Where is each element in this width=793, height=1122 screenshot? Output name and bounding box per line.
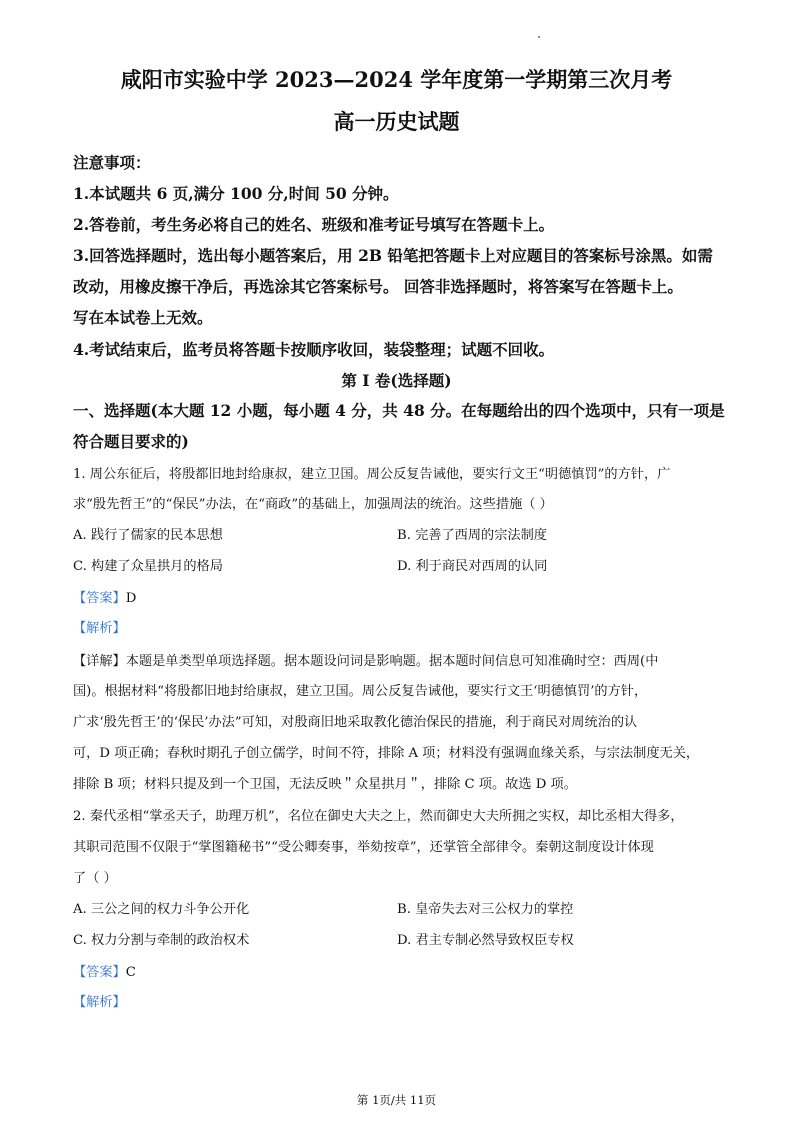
q2-option-b: B. 皇帝失去对三公权力的掌控 [397,902,574,917]
q1-detail-line-1: 【详解】本题是单类型单项选择题。据本题设问词是影响题。据本题时间信息可知准确时空：西周(中 [73,654,659,669]
notice-item-3-end: 写在本试卷上无效。 [73,308,213,327]
notice-item-3-cont: 改动，用橡皮擦干净后，再选涂其它答案标号。 回答非选择题时，将答案写在答题卡上。 [73,277,683,296]
page-title: 咸阳市实验中学 2023—2024 学年度第一学期第三次月考 [120,67,673,92]
analysis-tag: 【解析】 [73,621,126,636]
q1-detail-line-5: 排除 B 项；材料只提及到一个卫国，无法反映＂众星拱月＂，排除 C 项。故选 D 项。 [73,777,577,792]
q1-analysis [73,617,126,636]
notice-item-3: 3.回答选择题时，选出每小题答案后，用 2B 铅笔把答题卡上对应题目的答案标号涂黑。如需 [73,246,713,265]
q2-option-c: C. 权力分割与牵制的政治权术 [73,933,250,948]
notice-item-1: 1.本试题共 6 页,满分 100 分,时间 50 分钟。 [73,184,399,203]
q1-stem-line-1: 1. 周公东征后，将殷都旧地封给康叔，建立卫国。周公反复告诫他，要实行文王“明德慎罚”的方针，广 [73,467,671,482]
analysis-tag: 【解析】 [73,995,126,1010]
q2-stem-line-3: 了（ ） [73,871,117,886]
part1-heading-cont: 符合题目要求的) [73,432,189,451]
notice-heading: 注意事项： [73,153,151,172]
q1-option-b: B. 完善了西周的宗法制度 [397,528,547,543]
part1-heading: 一、选择题(本大题 12 小题，每小题 4 分，共 48 分。在每题给出的四个选项中，只有一项是 [73,401,725,420]
notice-item-2: 2.答卷前，考生务必将自己的姓名、班级和准考证号填写在答题卡上。 [73,215,555,234]
q2-answer [73,961,136,980]
q1-option-c: C. 构建了众星拱月的格局 [73,559,223,574]
q1-answer-value: D [125,591,137,606]
q1-detail-line-4: 可，D 项正确；春秋时期孔子创立儒学，时间不符，排除 A 项；材料没有强调血缘关系，与宗法制度无关， [73,746,700,761]
q2-option-a: A. 三公之间的权力斗争公开化 [73,902,250,917]
section-title: 第 Ⅰ 卷(选择题) [341,371,452,390]
q1-detail-line-2: 国)。根据材料“将殷都旧地封给康叔，建立卫国。周公反复告诫他，要实行文王‘明德慎罚’的方针， [73,684,648,699]
scan-speck [538,36,540,38]
page-subtitle: 高一历史试题 [333,109,460,134]
q2-stem-line-1: 2. 秦代丞相“掌丞天子，助理万机”，名位在御史大夫之上，然而御史大夫所拥之实权，却比丞相大得多， [73,809,684,824]
q2-option-d: D. 君主专制必然导致权臣专权 [397,933,574,948]
q1-option-d: D. 利于商民对西周的认同 [397,559,548,574]
answer-tag: 【答案】 [73,591,126,606]
q1-stem-line-2: 求“殷先哲王”的“保民”办法，在“商政”的基础上，加强周法的统治。这些措施（ ） [73,497,553,512]
q2-answer-value: C [125,965,136,980]
q1-detail-line-3: 广求‘殷先哲王’的‘保民’办法”可知，对殷商旧地采取教化德治保民的措施，利于商民对周统治的认 [73,715,638,730]
answer-tag: 【答案】 [73,965,126,980]
q2-analysis [73,991,126,1010]
notice-item-4: 4.考试结束后，监考员将答题卡按顺序收回，装袋整理；试题不回收。 [73,340,555,359]
page-footer: 第 1页/共 11页 [356,1093,437,1107]
q2-stem-line-2: 其职司范围不仅限于“掌图籍秘书”“受公卿奏事，举劾按章”，还掌管全部律令。秦朝这制度设计体现 [73,840,654,855]
q1-option-a: A. 践行了儒家的民本思想 [73,528,223,543]
q1-answer [73,587,136,606]
